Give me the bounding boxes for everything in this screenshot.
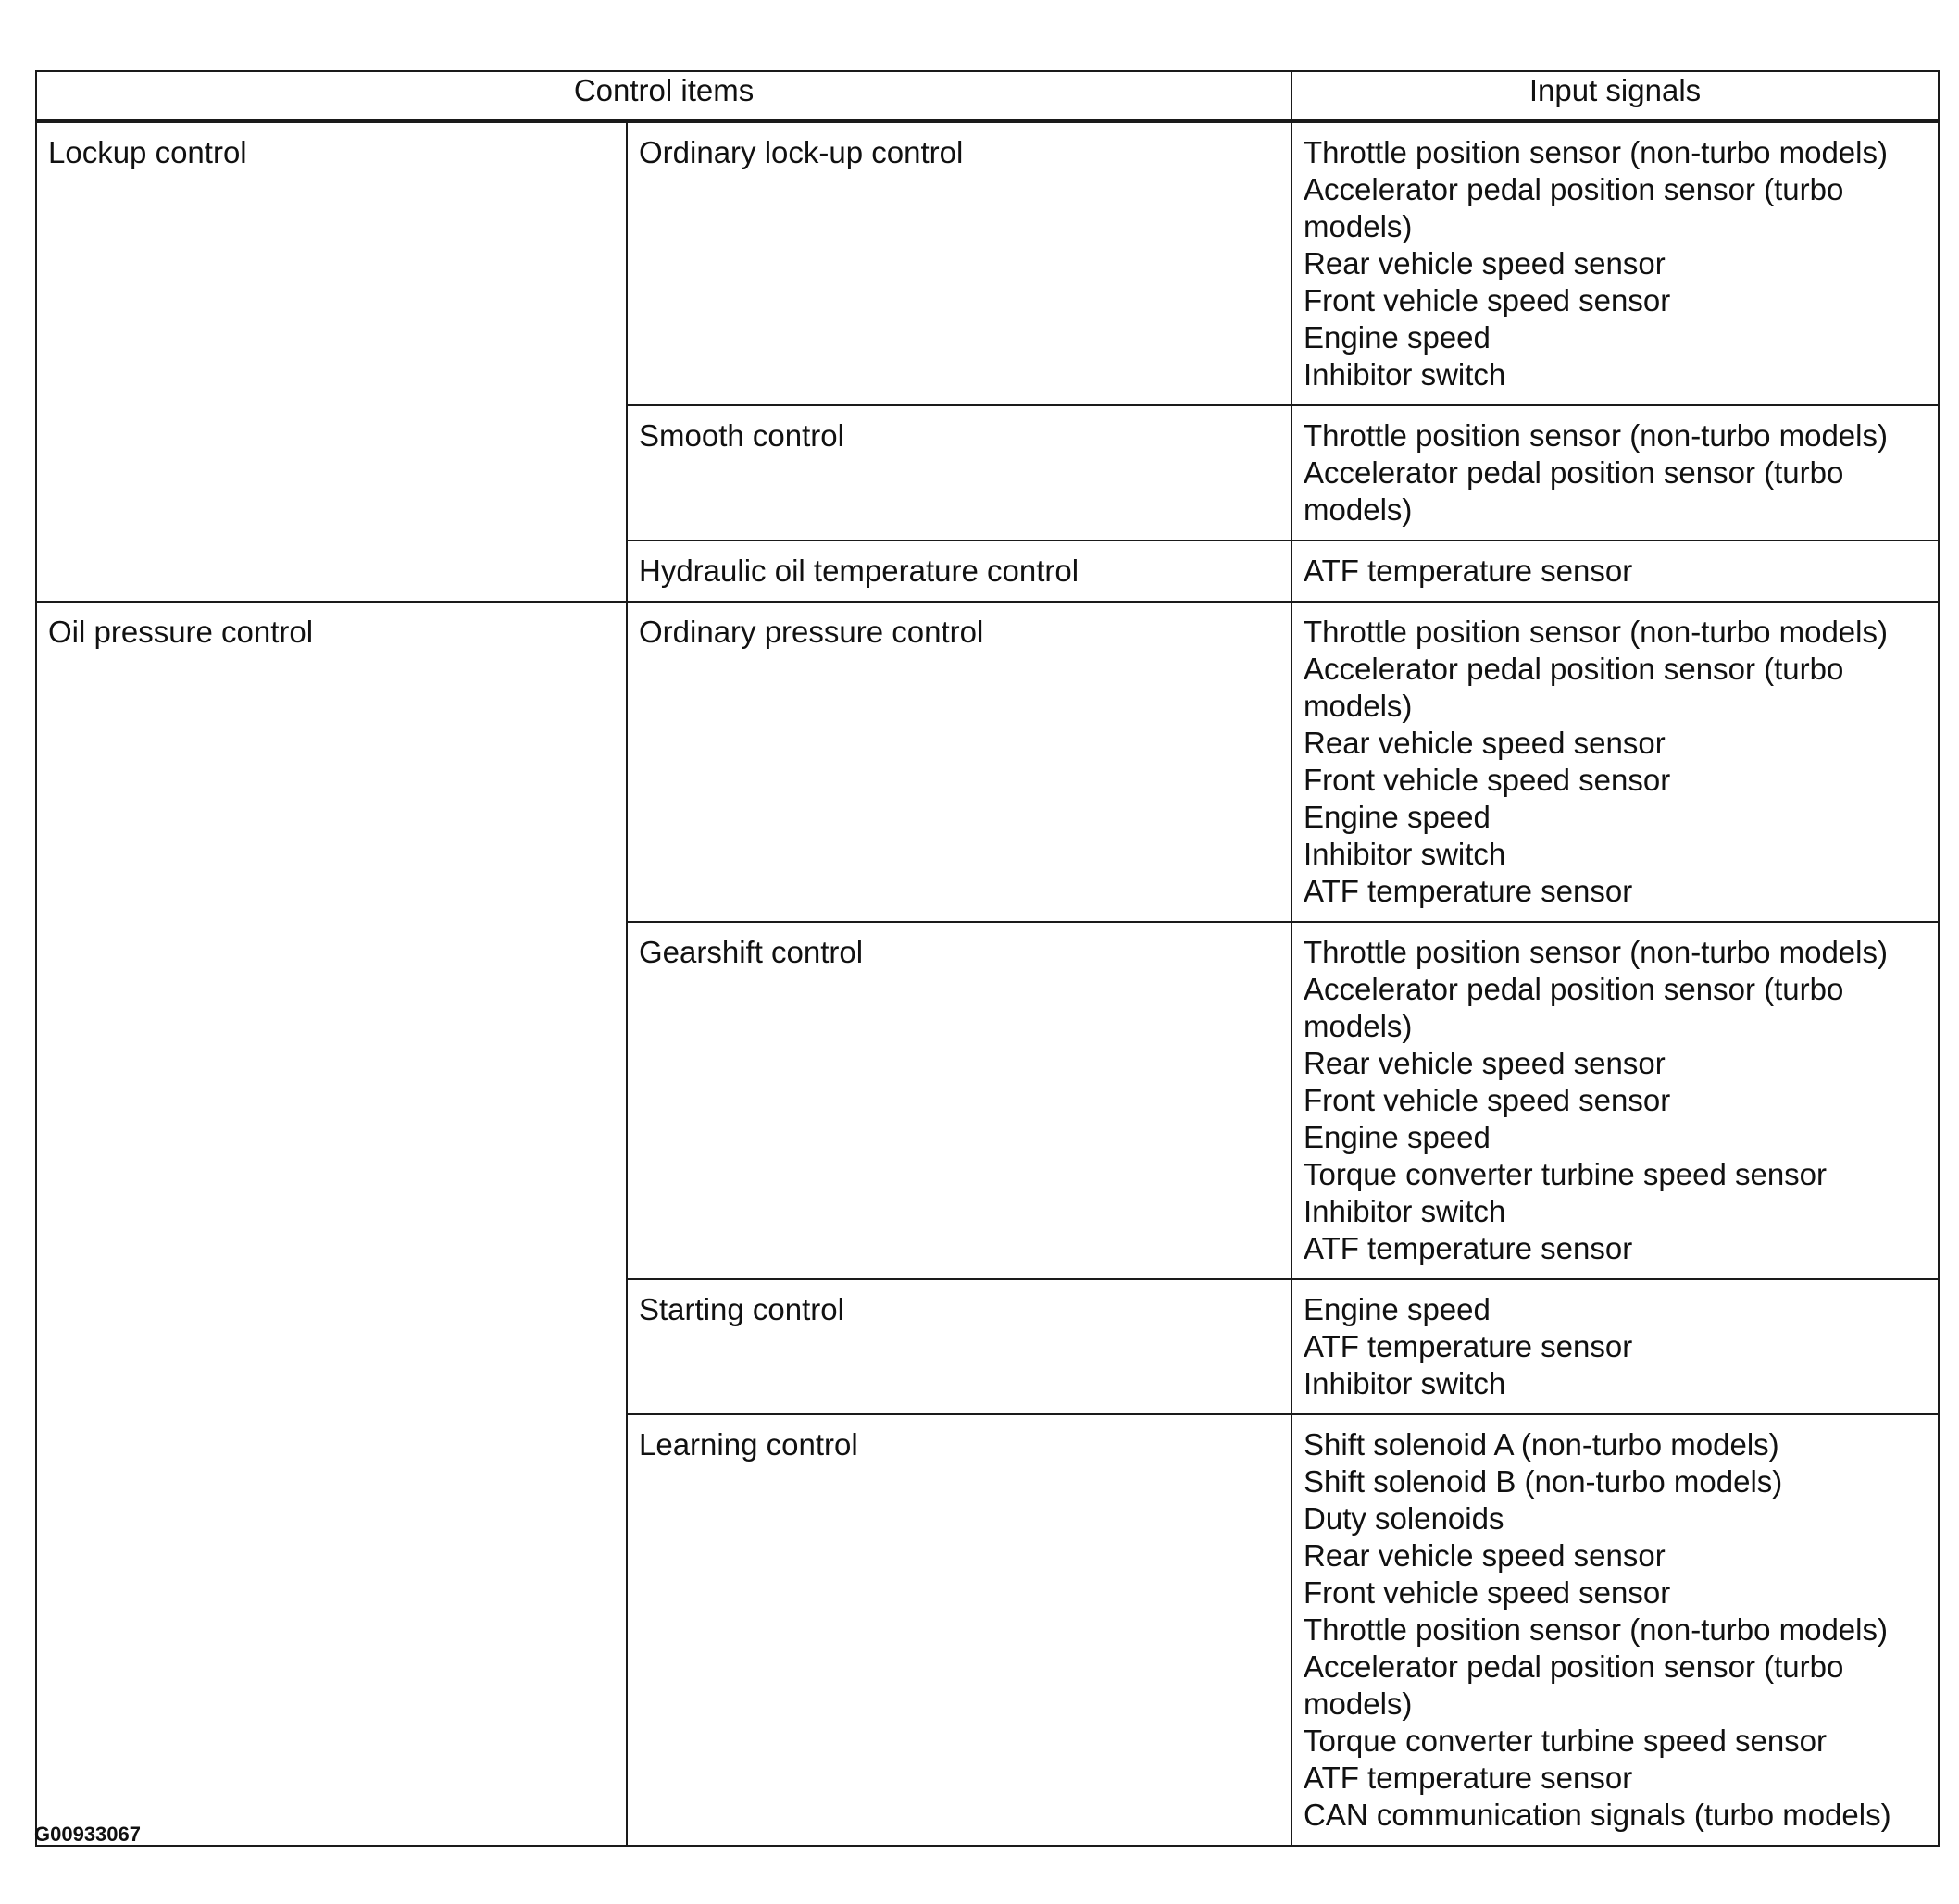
input-signal: ATF temperature sensor <box>1304 1761 1633 1795</box>
input-signal: Engine speed <box>1304 1292 1491 1326</box>
control-item-cell: Ordinary pressure control <box>627 602 1291 922</box>
input-signal: ATF temperature sensor <box>1304 554 1633 588</box>
input-signal: Rear vehicle speed sensor <box>1304 1046 1666 1080</box>
input-signal: ATF temperature sensor <box>1304 874 1633 908</box>
input-signal: Rear vehicle speed sensor <box>1304 726 1666 760</box>
input-signal: Engine speed <box>1304 800 1491 834</box>
category-cell: Lockup control <box>36 121 627 602</box>
table-row <box>36 602 1939 922</box>
input-signal: Throttle position sensor (non-turbo models) <box>1304 935 1888 969</box>
input-signal: Front vehicle speed sensor <box>1304 763 1671 797</box>
input-signal: Inhibitor switch <box>1304 357 1506 392</box>
input-signal: Shift solenoid A (non-turbo models) <box>1304 1427 1779 1462</box>
input-signal: Accelerator pedal position sensor (turbo models) <box>1304 652 1844 723</box>
input-signal: Front vehicle speed sensor <box>1304 283 1671 317</box>
table-body <box>36 121 1939 1846</box>
input-signals-cell <box>1291 1414 1939 1846</box>
input-signal: Rear vehicle speed sensor <box>1304 1538 1666 1573</box>
input-signal: Torque converter turbine speed sensor <box>1304 1157 1828 1191</box>
input-signal: Torque converter turbine speed sensor <box>1304 1724 1828 1758</box>
input-signal: Throttle position sensor (non-turbo models) <box>1304 615 1888 649</box>
input-signal: Accelerator pedal position sensor (turbo models) <box>1304 172 1844 243</box>
input-signals-cell <box>1291 922 1939 1279</box>
input-signals-cell <box>1291 541 1939 602</box>
input-signal: Front vehicle speed sensor <box>1304 1575 1671 1610</box>
category-cell: Oil pressure control <box>36 602 627 1846</box>
input-signal: ATF temperature sensor <box>1304 1231 1633 1265</box>
input-signals-cell <box>1291 602 1939 922</box>
input-signal: Inhibitor switch <box>1304 1194 1506 1228</box>
input-signal: Engine speed <box>1304 320 1491 355</box>
input-signal: Front vehicle speed sensor <box>1304 1083 1671 1117</box>
input-signal: Throttle position sensor (non-turbo models) <box>1304 1612 1888 1647</box>
input-signal: Accelerator pedal position sensor (turbo models) <box>1304 972 1844 1043</box>
input-signal: Duty solenoids <box>1304 1501 1504 1536</box>
control-item-cell: Hydraulic oil temperature control <box>627 541 1291 602</box>
header-control-items: Control items <box>36 71 1291 121</box>
control-item-cell: Learning control <box>627 1414 1291 1846</box>
input-signal: Inhibitor switch <box>1304 1366 1506 1400</box>
input-signal: CAN communication signals (turbo models) <box>1304 1798 1891 1832</box>
control-item-cell: Starting control <box>627 1279 1291 1414</box>
control-item-cell: Gearshift control <box>627 922 1291 1279</box>
header-row <box>36 71 1939 121</box>
input-signal: Throttle position sensor (non-turbo models) <box>1304 418 1888 453</box>
table-row <box>36 121 1939 405</box>
input-signals-cell <box>1291 405 1939 541</box>
input-signal: Accelerator pedal position sensor (turbo models) <box>1304 455 1844 527</box>
input-signal: Throttle position sensor (non-turbo models) <box>1304 135 1888 169</box>
control-item-cell: Ordinary lock-up control <box>627 121 1291 405</box>
control-items-table <box>35 70 1940 1847</box>
figure-id: G00933067 <box>34 1823 141 1846</box>
input-signal: Accelerator pedal position sensor (turbo models) <box>1304 1649 1844 1721</box>
input-signal: Engine speed <box>1304 1120 1491 1154</box>
input-signal: Inhibitor switch <box>1304 837 1506 871</box>
input-signals-cell <box>1291 1279 1939 1414</box>
input-signals-cell <box>1291 121 1939 405</box>
input-signal: Shift solenoid B (non-turbo models) <box>1304 1464 1783 1499</box>
control-item-cell: Smooth control <box>627 405 1291 541</box>
header-input-signals: Input signals <box>1291 71 1939 121</box>
input-signal: ATF temperature sensor <box>1304 1329 1633 1363</box>
input-signal: Rear vehicle speed sensor <box>1304 246 1666 280</box>
